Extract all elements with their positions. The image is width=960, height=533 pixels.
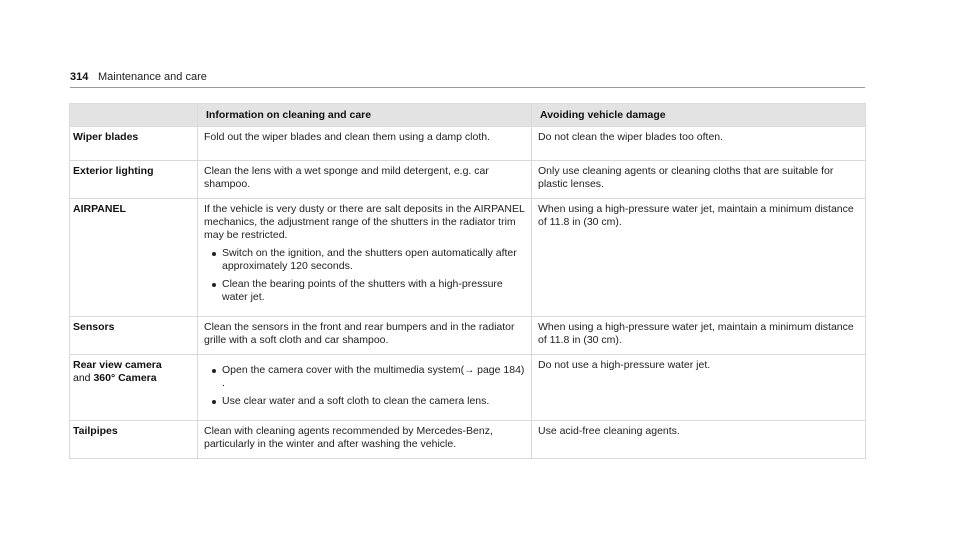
row-item-sensors: Sensors (70, 317, 198, 355)
cleaning-text: If the vehicle is very dusty or there are salt deposits in the AIRPANEL mechanics, the adjustment range of the shutters in the radiator trim may be restricted. (204, 203, 525, 241)
page-header (70, 71, 865, 88)
damage-cell: When using a high-pressure water jet, maintain a minimum distance of 11.8 in (30 cm). (532, 199, 866, 317)
bullet-list (204, 364, 525, 408)
damage-cell: When using a high-pressure water jet, maintain a minimum distance of 11.8 in (30 cm). (532, 317, 866, 355)
cleaning-cell: Fold out the wiper blades and clean them using a damp cloth. (198, 127, 532, 161)
cleaning-care-table (69, 103, 866, 459)
table-row (70, 199, 866, 317)
bullet-item (204, 364, 525, 390)
cleaning-cell: Clean with cleaning agents recommended by Mercedes-Benz, particularly in the winter and after washing the vehicle. (198, 421, 532, 459)
table-row (70, 317, 866, 355)
cleaning-cell (198, 199, 532, 317)
column-header-item (70, 104, 198, 127)
row-item-tailpipes: Tailpipes (70, 421, 198, 459)
cleaning-cell: Clean the sensors in the front and rear bumpers and in the radiator grille with a soft cloth and car shampoo. (198, 317, 532, 355)
item-conjunction: and (73, 372, 91, 384)
damage-cell: Only use cleaning agents or cleaning cloths that are suitable for plastic lenses. (532, 161, 866, 199)
bullet-item: Switch on the ignition, and the shutters open automatically after approximately 120 seconds. (204, 247, 525, 273)
damage-cell: Use acid-free cleaning agents. (532, 421, 866, 459)
bullet-item: Use clear water and a soft cloth to clean the camera lens. (204, 395, 525, 408)
bullet-text: Open the camera cover with the multimedia system( (222, 364, 465, 376)
arrow-right-icon: → (464, 365, 475, 376)
column-header-damage: Avoiding vehicle damage (532, 104, 866, 127)
damage-cell: Do not use a high-pressure water jet. (532, 355, 866, 421)
damage-cell: Do not clean the wiper blades too often. (532, 127, 866, 161)
item-label-second: 360° Camera (93, 372, 157, 384)
section-title: Maintenance and care (98, 71, 207, 83)
column-header-cleaning: Information on cleaning and care (198, 104, 532, 127)
table-row (70, 161, 866, 199)
table-header-row (70, 104, 866, 127)
page-number: 314 (70, 71, 89, 83)
item-label: Rear view camera (73, 359, 162, 371)
row-item-exterior-lighting: Exterior lighting (70, 161, 198, 199)
cleaning-cell: Clean the lens with a wet sponge and mild detergent, e.g. car shampoo. (198, 161, 532, 199)
row-item-rear-view-camera (70, 355, 198, 421)
row-item-airpanel: AIRPANEL (70, 199, 198, 317)
bullet-list (204, 247, 525, 304)
table-row (70, 127, 866, 161)
cleaning-cell (198, 355, 532, 421)
row-item-wiper-blades: Wiper blades (70, 127, 198, 161)
page-reference-link[interactable]: page 184) . (222, 364, 525, 389)
table-row (70, 421, 866, 459)
table-row (70, 355, 866, 421)
bullet-item: Clean the bearing points of the shutters with a high-pressure water jet. (204, 278, 525, 304)
